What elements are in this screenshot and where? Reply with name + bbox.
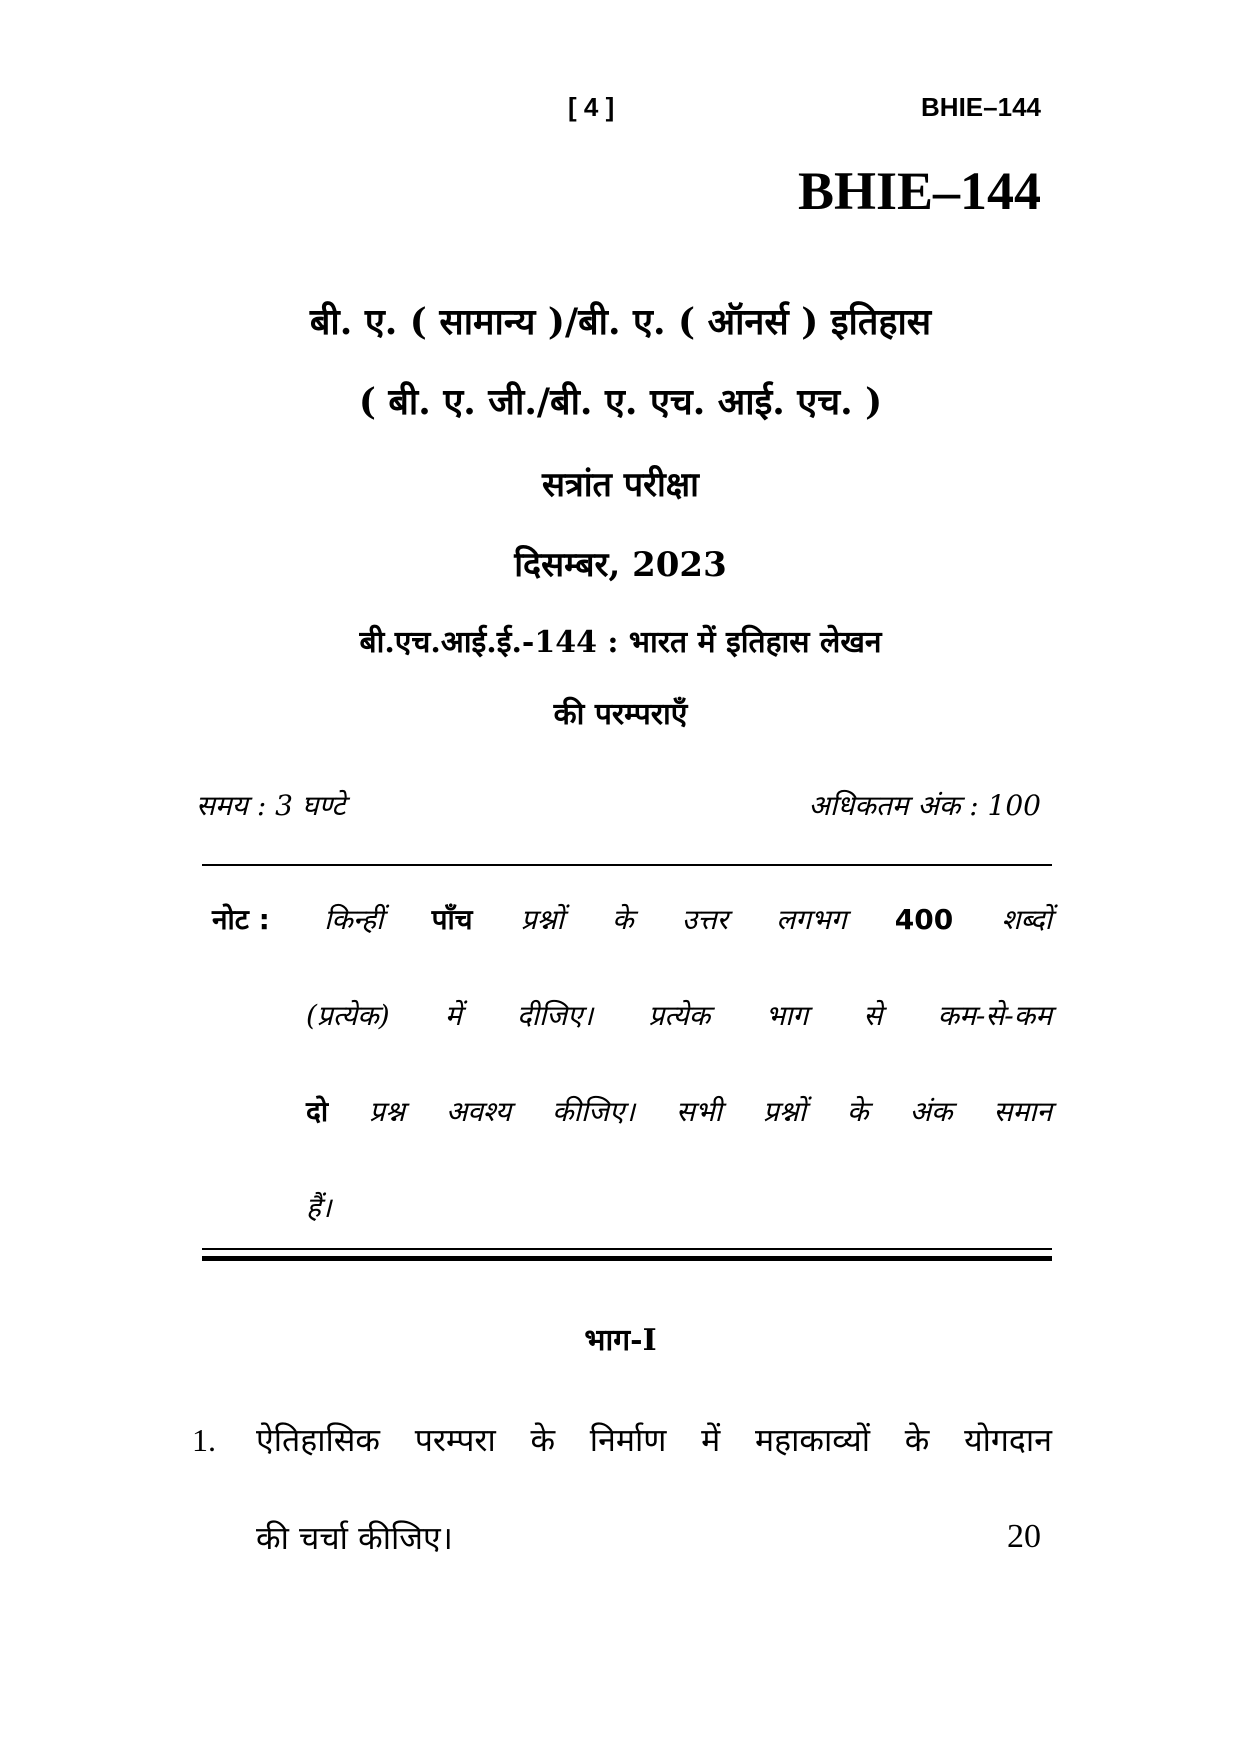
note-emphasis-word-count: 400 <box>894 903 954 936</box>
note-row-4 <box>212 1188 1052 1284</box>
note-word: कीजिए। <box>552 1095 635 1128</box>
section-title: भाग-I <box>584 1323 657 1358</box>
question-word: योगदान <box>964 1421 1052 1459</box>
divider-rule <box>202 864 1052 866</box>
note-word: प्रश्न <box>369 1095 405 1128</box>
note-emphasis-two: दो <box>306 1095 329 1128</box>
question-marks: 20 <box>1007 1518 1041 1555</box>
question-word: निर्माण <box>589 1421 667 1459</box>
note-word: के <box>612 903 634 936</box>
note-word: अवश्य <box>445 1095 512 1128</box>
exam-duration: समय : 3 घण्टे <box>196 789 346 822</box>
note-word: प्रत्येक <box>648 999 711 1032</box>
course-code-title: BHIE–144 <box>797 161 1041 221</box>
note-row-1 <box>212 900 1052 996</box>
maximum-marks: अधिकतम अंक : 100 <box>808 789 1041 822</box>
note-word: कम-से-कम <box>937 999 1052 1032</box>
note-word: लगभग <box>776 903 847 936</box>
running-header-course-code: BHIE–144 <box>921 92 1041 122</box>
exam-date: दिसम्बर, 2023 <box>514 545 727 585</box>
note-word: भाग <box>765 999 809 1032</box>
note-word: अंक <box>909 1095 953 1128</box>
note-word: (प्रत्येक) <box>306 999 390 1032</box>
question-word: के <box>904 1421 930 1459</box>
note-row-2 <box>212 996 1052 1092</box>
note-label: नोट : <box>212 903 270 936</box>
question-word: में <box>701 1421 721 1459</box>
programme-code: ( बी. ए. जी./बी. ए. एच. आई. एच. ) <box>358 381 883 423</box>
question-word: के <box>530 1421 556 1459</box>
exam-type: सत्रांत परीक्षा <box>542 465 699 505</box>
note-row-3 <box>212 1092 1052 1188</box>
question-word: महाकाव्यों <box>754 1421 871 1459</box>
question-text-line1 <box>256 1418 1052 1461</box>
question-text-line2: की चर्चा कीजिए। <box>256 1519 453 1557</box>
question-word: परम्परा <box>414 1421 496 1459</box>
note-word: हैं। <box>306 1191 332 1224</box>
course-title-line2: की परम्पराएँ <box>553 697 688 732</box>
note-word: से <box>863 999 883 1032</box>
instructions-note <box>212 900 1052 1284</box>
question-number: 1. <box>192 1422 216 1458</box>
note-word: के <box>847 1095 869 1128</box>
divider-rule-thin <box>202 1248 1052 1250</box>
note-word: शब्दों <box>1001 903 1052 936</box>
divider-rule-thick <box>202 1256 1052 1261</box>
course-title-line1: बी.एच.आई.ई.-144 : भारत में इतिहास लेखन <box>359 625 882 660</box>
note-word: सभी <box>676 1095 722 1128</box>
programme-title: बी. ए. ( सामान्य )/बी. ए. ( ऑनर्स ) इतिहास <box>309 301 932 343</box>
page-number: [ 4 ] <box>568 92 615 122</box>
note-word: उत्तर <box>681 903 729 936</box>
question-word: ऐतिहासिक <box>256 1421 381 1459</box>
note-word: प्रश्नों <box>762 1095 806 1128</box>
note-word: किन्हीं <box>324 903 384 936</box>
note-emphasis-five: पाँच <box>431 903 473 936</box>
note-word: समान <box>993 1095 1052 1128</box>
note-word: प्रश्नों <box>520 903 564 936</box>
note-word: में <box>444 999 462 1032</box>
note-word: दीजिए। <box>516 999 594 1032</box>
